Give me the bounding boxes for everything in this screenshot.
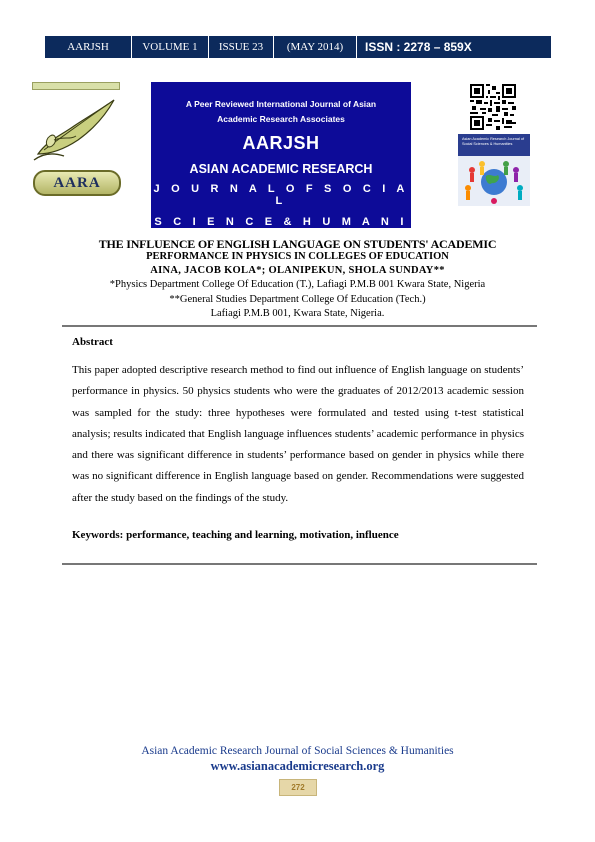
affiliation-3: Lafiagi P.M.B 001, Kwara State, Nigeria. bbox=[210, 308, 385, 319]
banner-line3: S C I E N C E & H U M A N I T I E S bbox=[154, 216, 408, 240]
logo-bar bbox=[32, 82, 120, 90]
cover-title: Asian Academic Research Journal of Social Sciences & Humanities bbox=[462, 137, 525, 146]
header-issue: ISSUE 23 bbox=[209, 36, 274, 58]
banner-peer-text: A Peer Reviewed International Journal of Asian Academic Research Associates bbox=[185, 99, 377, 124]
footer-website-link[interactable]: www.asianacademicresearch.org bbox=[210, 759, 385, 773]
banner-line2: J O U R N A L O F S O C I A L bbox=[153, 183, 409, 207]
affiliation-1: *Physics Department College Of Education (T.), Lafiagi P.M.B 001 Kwara State, Nigeria bbox=[109, 279, 486, 290]
article-authors: AINA, JACOB KOLA*; OLANIPEKUN, SHOLA SUNDAY** bbox=[150, 265, 445, 276]
abstract-body: This paper adopted descriptive research method to find out influence of English language on students’ performance in physics. 50 physics students who were the graduates of 2012/2013 academic session was sampled for the study: three hypotheses were formulated and tested using t-test statistical analysis; results indicated that English language influences students’ academic performance in physics and there was significant difference in students’ performance based on gender in physics while there was no significant difference in English language based on gender. Recommendations were suggested after the study based on the findings of the study. bbox=[72, 364, 524, 504]
banner-line1: ASIAN ACADEMIC RESEARCH bbox=[189, 162, 373, 176]
globe-people-illustration bbox=[458, 156, 530, 206]
header-volume: VOLUME 1 bbox=[132, 36, 209, 58]
quill-pen-icon bbox=[30, 96, 120, 166]
header-date: (MAY 2014) bbox=[274, 36, 357, 58]
aara-badge: AARA bbox=[33, 170, 121, 196]
header-bar bbox=[45, 36, 551, 58]
affiliation-2: **General Studies Department College Of Education (Tech.) bbox=[169, 294, 426, 305]
divider-top bbox=[62, 325, 537, 327]
page-number-badge: 272 bbox=[279, 779, 317, 796]
article-title-line1: THE INFLUENCE OF ENGLISH LANGUAGE ON STUDENTS' ACADEMIC bbox=[98, 237, 497, 251]
journal-banner bbox=[151, 82, 411, 240]
footer-journal-name: Asian Academic Research Journal of Social Sciences & Humanities bbox=[141, 745, 454, 757]
header-journal: AARJSH bbox=[45, 36, 132, 58]
banner-acronym: AARJSH bbox=[242, 133, 320, 153]
abstract-heading: Abstract bbox=[72, 336, 113, 348]
qr-code-icon[interactable] bbox=[470, 84, 516, 130]
journal-cover-thumbnail bbox=[458, 134, 530, 206]
header-issn: ISSN : 2278 – 859X bbox=[365, 40, 472, 54]
article-title-line2: PERFORMANCE IN PHYSICS IN COLLEGES OF EDUCATION bbox=[146, 251, 449, 262]
keywords: Keywords: performance, teaching and learning, motivation, influence bbox=[72, 529, 399, 541]
divider-bottom bbox=[62, 563, 537, 565]
